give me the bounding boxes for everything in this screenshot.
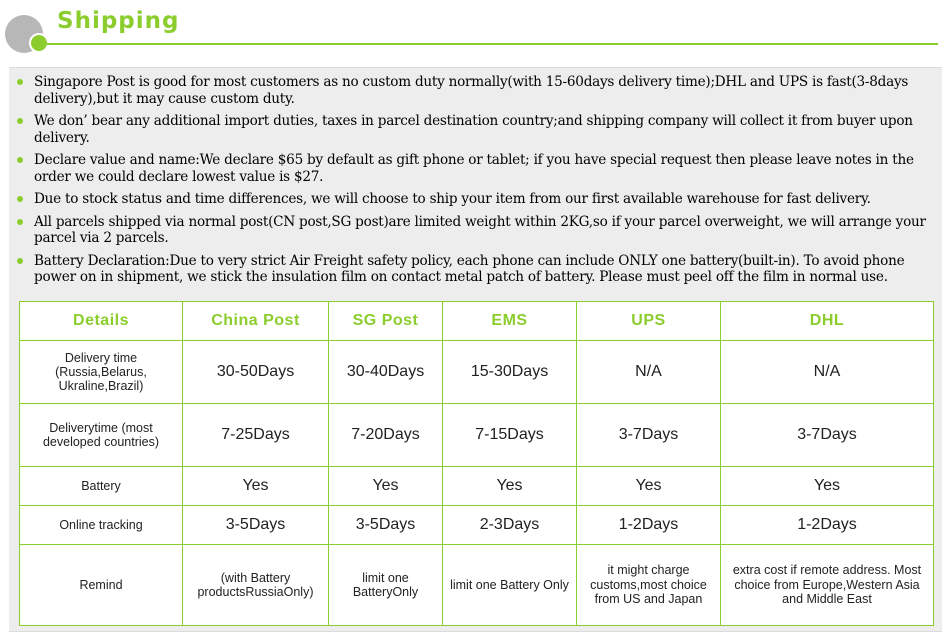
table-cell: N/A [577,341,721,404]
column-header-sg-post: SG Post [329,302,443,341]
row-label: Delivery time (Russia,Belarus, Ukraline,Brazil) [20,341,183,404]
table-cell: (with Battery productsRussiaOnly) [183,545,329,626]
column-header-ups: UPS [577,302,721,341]
bullet-icon [17,219,23,225]
list-item [15,113,935,146]
table-cell: extra cost if remote address. Most choice from Europe,Western Asia and Middle East [721,545,934,626]
table-row [20,545,934,626]
table-cell: 15-30Days [443,341,577,404]
table-cell: Yes [443,467,577,506]
note-text: Singapore Post is good for most customers as no custom duty normally(with 15-60days delivery time);DHL and UPS is fast(3-8days delivery),but it may cause custom duty. [34,74,909,107]
list-item [15,74,935,107]
table-cell: 3-7Days [721,404,934,467]
table-cell: 7-20Days [329,404,443,467]
page-title: Shipping [57,8,180,34]
table-cell: 3-5Days [329,506,443,545]
bullet-icon [17,118,23,124]
section-header [0,0,950,60]
shipping-content [9,67,942,632]
table-cell: 7-15Days [443,404,577,467]
table-row [20,467,934,506]
note-text: Declare value and name:We declare $65 by default as gift phone or tablet; if you have special request then please leave notes in the order we could declare lowest value is $27. [34,152,914,185]
table-cell: N/A [721,341,934,404]
row-label: Deliverytime (most developed countries) [20,404,183,467]
table-header-row [20,302,934,341]
table-cell: Yes [329,467,443,506]
table-cell: 3-7Days [577,404,721,467]
column-header-ems: EMS [443,302,577,341]
table-cell: 3-5Days [183,506,329,545]
row-label: Online tracking [20,506,183,545]
column-header-dhl: DHL [721,302,934,341]
table-cell: Yes [721,467,934,506]
bullet-icon [17,157,23,163]
table-cell: Yes [183,467,329,506]
note-text: We don’ bear any additional import duties, taxes in parcel destination country;and shipping company will collect it from buyer upon delivery. [34,113,913,146]
note-text: Due to stock status and time differences, we will choose to ship your item from our first available warehouse for fast delivery. [34,191,871,207]
list-item [15,191,935,208]
list-item [15,253,935,286]
table-cell: limit one BatteryOnly [329,545,443,626]
column-header-china-post: China Post [183,302,329,341]
table-cell: 7-25Days [183,404,329,467]
table-cell: 2-3Days [443,506,577,545]
table-cell: it might charge customs,most choice from US and Japan [577,545,721,626]
bullet-icon [17,79,23,85]
bullet-icon [17,258,23,264]
shipping-table-wrapper [19,301,934,626]
table-cell: 1-2Days [721,506,934,545]
note-text: All parcels shipped via normal post(CN post,SG post)are limited weight within 2KG,so if your parcel overweight, we will arrange your parcel via 2 parcels. [34,213,926,246]
row-label: Remind [20,545,183,626]
column-header-details: Details [20,302,183,341]
row-label: Battery [20,467,183,506]
list-item [15,152,935,185]
table-row [20,341,934,404]
table-cell: 30-50Days [183,341,329,404]
table-cell: Yes [577,467,721,506]
table-row [20,506,934,545]
shipping-comparison-table [19,301,934,626]
note-text: Battery Declaration:Due to very strict Air Freight safety policy, each phone can include ONLY one battery(built-in). To avoid phone power on in shipment, we stick the insulation film on contact metal patch of battery. Please must peel off the film in normal use. [34,252,905,285]
table-cell: limit one Battery Only [443,545,577,626]
table-row [20,404,934,467]
list-item [15,214,935,247]
table-cell: 1-2Days [577,506,721,545]
shipping-notes-list [15,74,935,292]
header-divider [46,43,938,45]
table-cell: 30-40Days [329,341,443,404]
bullet-icon [17,196,23,202]
